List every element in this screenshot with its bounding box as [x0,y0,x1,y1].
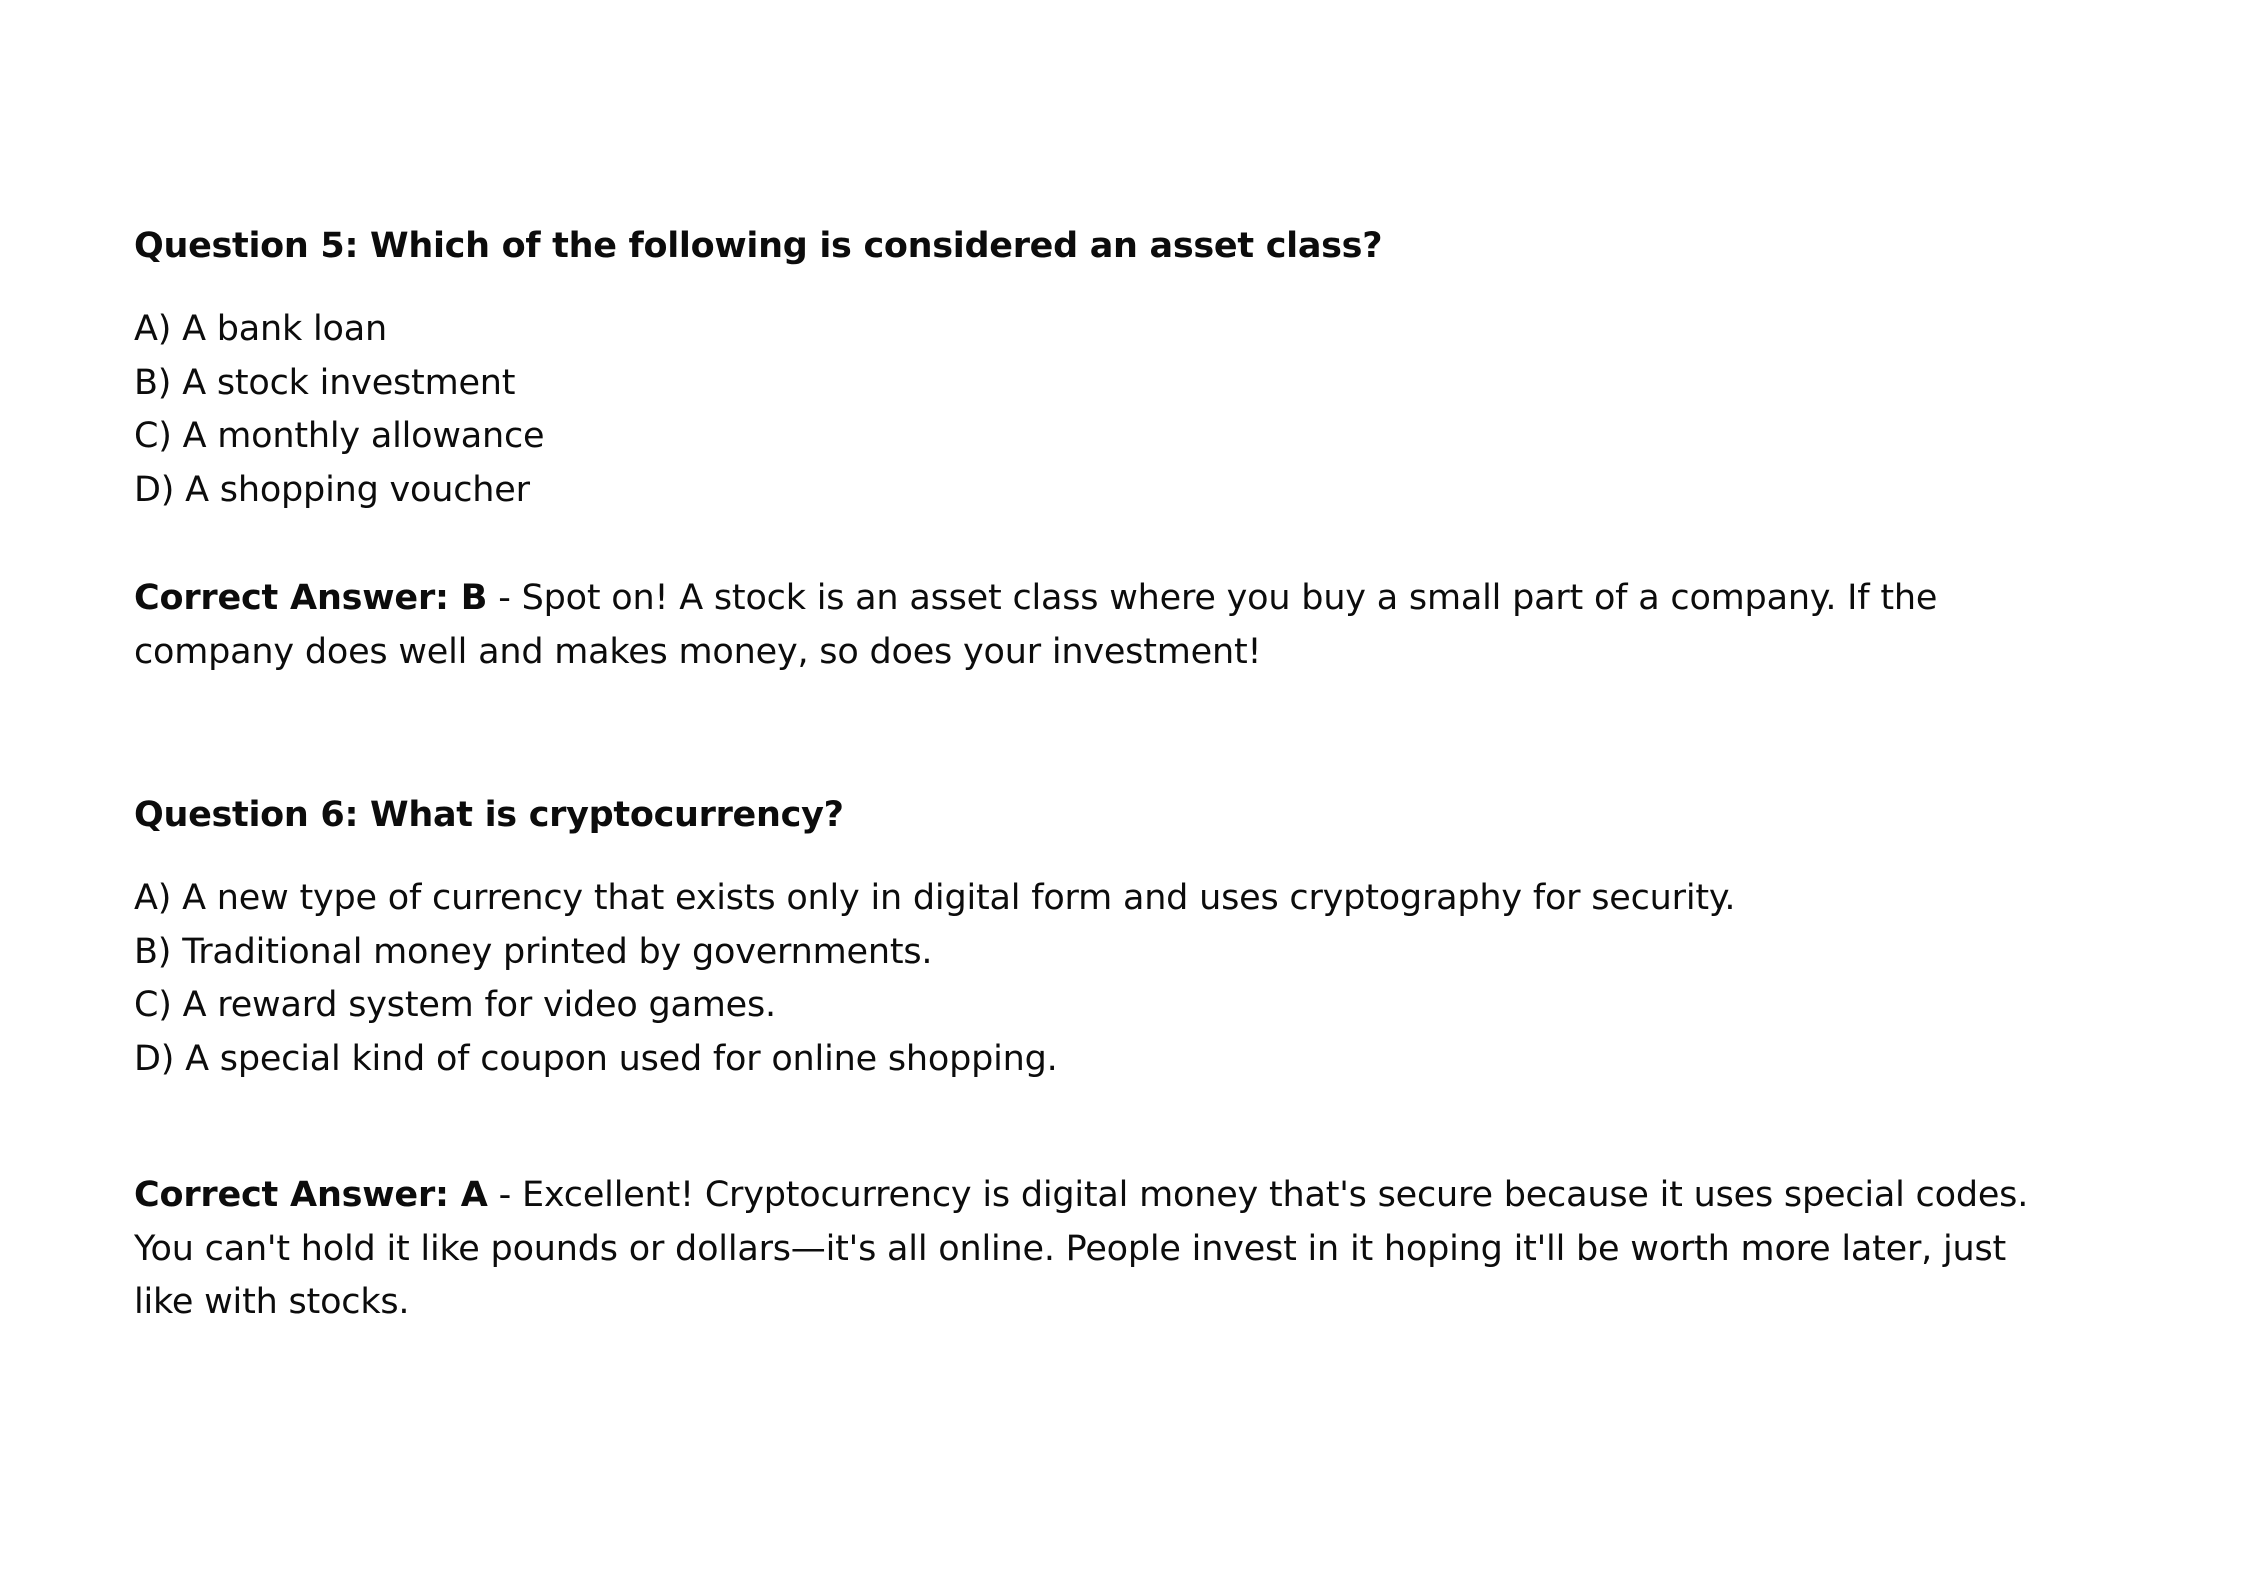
option-d: D) A shopping voucher [134,469,530,510]
correct-answer-label: Correct Answer: A [134,1175,488,1215]
option-c: C) A reward system for video games. [134,985,776,1025]
option-a: A) A new type of currency that exists only in digital form and uses cryptography for security. [134,878,1736,918]
option-b: B) Traditional money printed by governments. [134,931,933,972]
question-title: Question 5: Which of the following is considered an asset class? [134,226,1383,266]
option-b: B) A stock investment [134,362,516,403]
option-c: C) A monthly allowance [134,416,545,456]
question-5-title-block [134,219,2034,273]
option-d: D) A special kind of coupon used for online shopping. [134,1038,1058,1079]
question-5-options [134,303,2034,517]
option-a: A) A bank loan [134,309,388,349]
correct-answer-paragraph [134,572,2034,679]
question-6-answer [134,1169,2034,1330]
correct-answer-explanation: - Spot on! A stock is an asset class where you buy a small part of a company. If the company does well and makes money, so does your investment! [134,578,1938,672]
question-6-title-block [134,788,2034,842]
correct-answer-label: Correct Answer: B [134,578,488,618]
question-5-answer [134,572,2034,679]
question-6-options [134,872,2034,1086]
correct-answer-paragraph [134,1169,2034,1330]
correct-answer-explanation: - Excellent! Cryptocurrency is digital money that's secure because it uses special codes. You can't hold it like pounds or dollars—it's all online. People invest in it hoping it'll be worth more later, just like with stocks. [134,1175,2029,1322]
question-title: Question 6: What is cryptocurrency? [134,795,844,835]
